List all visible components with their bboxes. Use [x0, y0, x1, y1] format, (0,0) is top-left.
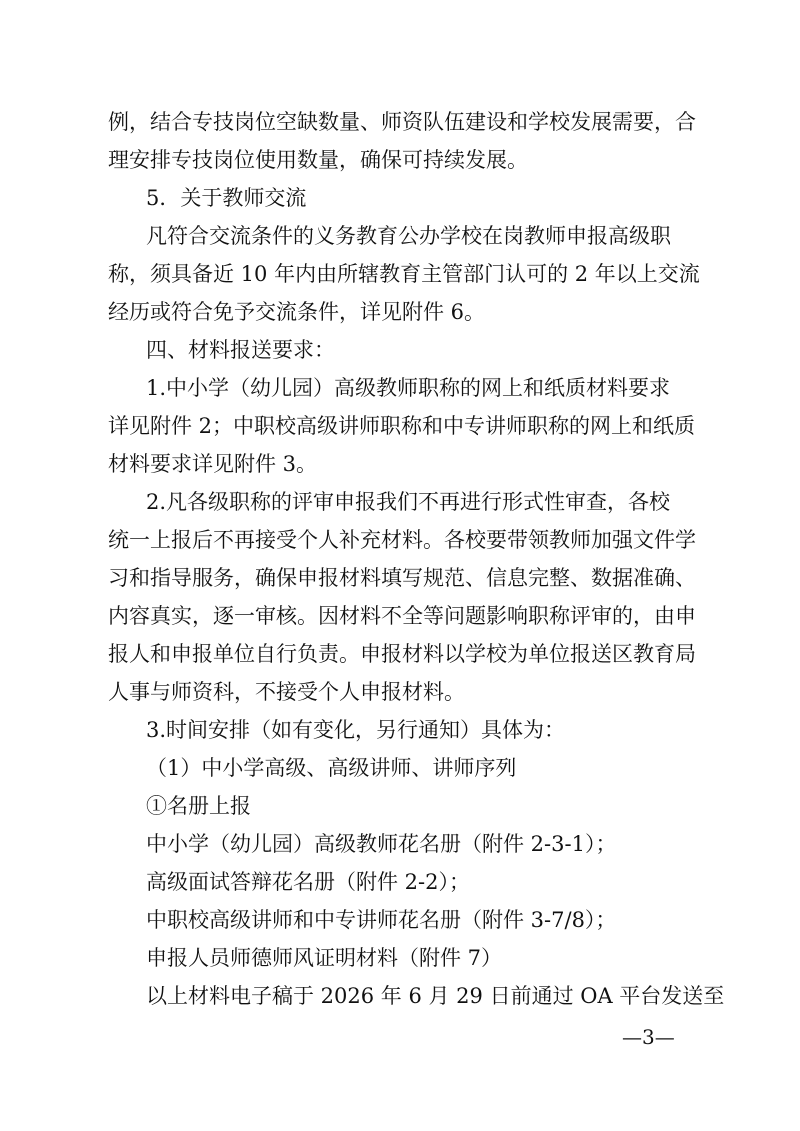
- paragraph-line: 凡符合交流条件的义务教育公办学校在岗教师申报高级职: [146, 224, 671, 248]
- paragraph-line: 人事与师资科，不接受个人申报材料。: [108, 680, 465, 704]
- paragraph-line: 理安排专技岗位使用数量，确保可持续发展。: [108, 148, 528, 172]
- paragraph-line: 材料要求详见附件 3。: [108, 452, 318, 476]
- paragraph-line: 报人和申报单位自行负责。申报材料以学校为单位报送区教育局: [108, 642, 696, 666]
- page-number: —3—: [622, 1025, 675, 1049]
- paragraph-line: 例，结合专技岗位空缺数量、师资队伍建设和学校发展需要，合: [108, 110, 696, 134]
- paragraph-line: 统一上报后不再接受个人补充材料。各校要带领教师加强文件学: [108, 528, 696, 552]
- paragraph-line: 内容真实，逐一审核。因材料不全等问题影响职称评审的，由申: [108, 604, 696, 628]
- subsection-heading: （1）中小学高级、高级讲师、讲师序列: [146, 756, 517, 780]
- list-heading: ①名册上报: [146, 794, 251, 818]
- section-heading: 四、材料报送要求：: [146, 338, 335, 362]
- paragraph-line: 3.时间安排（如有变化，另行通知）具体为：: [146, 718, 566, 742]
- paragraph-line: 习和指导服务，确保申报材料填写规范、信息完整、数据准确、: [108, 566, 696, 590]
- paragraph-line: 以上材料电子稿于 2026 年 6 月 29 日前通过 OA 平台发送至: [146, 984, 725, 1008]
- section-heading: 5．关于教师交流: [146, 186, 307, 210]
- paragraph-line: 详见附件 2；中职校高级讲师职称和中专讲师职称的网上和纸质: [108, 414, 696, 438]
- paragraph-line: 2.凡各级职称的评审申报我们不再进行形式性审查，各校: [146, 490, 671, 514]
- list-item: 申报人员师德师风证明材料（附件 7）: [146, 946, 503, 970]
- paragraph-line: 经历或符合免予交流条件，详见附件 6。: [108, 300, 486, 324]
- list-item: 中小学（幼儿园）高级教师花名册（附件 2-3-1）；: [146, 832, 617, 856]
- paragraph-line: 称，须具备近 10 年内由所辖教育主管部门认可的 2 年以上交流: [108, 262, 700, 286]
- list-item: 高级面试答辩花名册（附件 2-2）；: [146, 870, 470, 894]
- list-item: 中职校高级讲师和中专讲师花名册（附件 3-7/8）；: [146, 908, 617, 932]
- paragraph-line: 1.中小学（幼儿园）高级教师职称的网上和纸质材料要求: [146, 376, 671, 400]
